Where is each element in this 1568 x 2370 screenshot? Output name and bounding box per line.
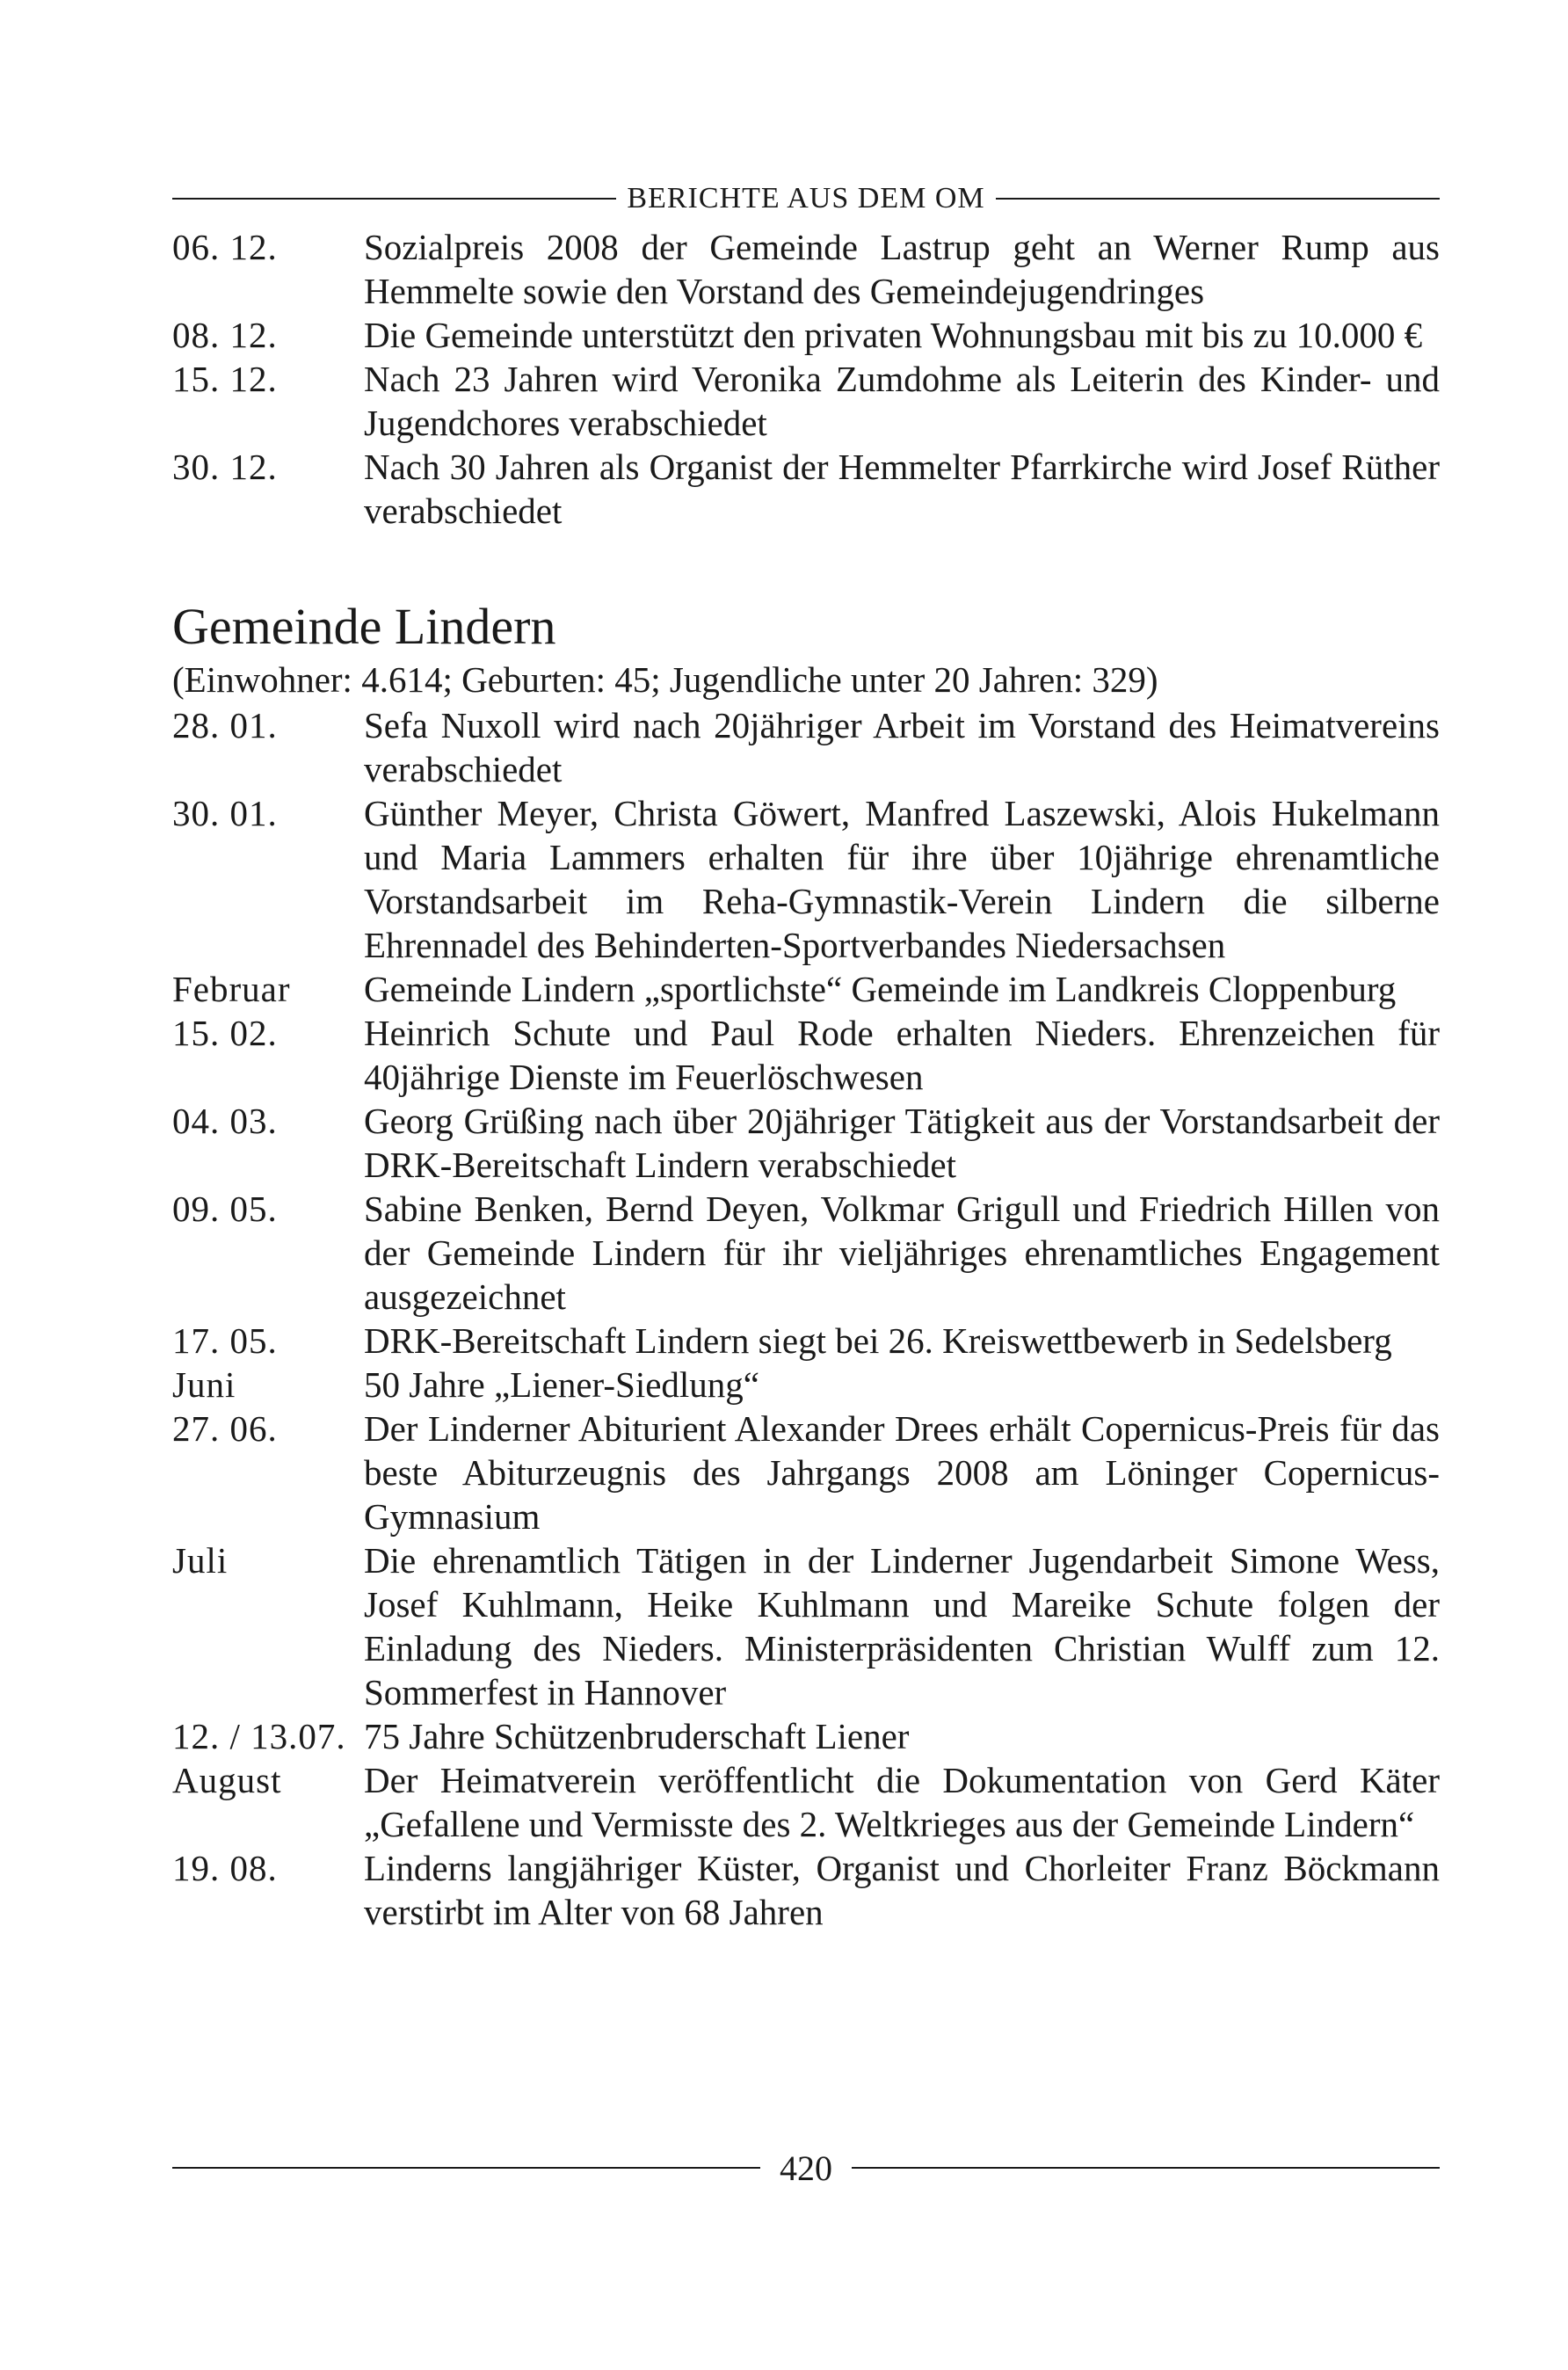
entry-date: 12. / 13.07.	[172, 1716, 346, 1756]
entry-date: 06. 12.	[172, 227, 278, 267]
header-rule-left	[172, 198, 616, 200]
entry-text: Sabine Benken, Bernd Deyen, Volkmar Grigull und Friedrich Hillen von der Gemeinde Lindern für ihr vieljähriges ehrenamtliches Engagement ausgezeichnet	[364, 1189, 1440, 1317]
entry	[172, 1758, 1440, 1846]
entry	[172, 1187, 1440, 1319]
entry-date: 30. 12.	[172, 447, 278, 487]
header-rule-right	[996, 198, 1440, 200]
entries-top	[172, 225, 1440, 533]
entry	[172, 1714, 1440, 1758]
entry-text: Sozialpreis 2008 der Gemeinde Lastrup geht an Werner Rump aus Hemmelte sowie den Vorstand des Gemeindejugendringes	[364, 227, 1440, 311]
entry-date: 30. 01.	[172, 793, 278, 833]
footer-rule-right	[852, 2167, 1440, 2169]
entry-date: 15. 02.	[172, 1013, 278, 1053]
entry	[172, 1099, 1440, 1187]
entry-date: August	[172, 1760, 282, 1800]
entry-date: Juni	[172, 1364, 236, 1405]
entry	[172, 1846, 1440, 1934]
entry-date: 04. 03.	[172, 1101, 278, 1141]
section-heading: Gemeinde Lindern	[172, 598, 556, 655]
section-stats: (Einwohner: 4.614; Geburten: 45; Jugendliche unter 20 Jahren: 329)	[172, 659, 1158, 700]
entry-text: Der Linderner Abiturient Alexander Drees erhält Copernicus-Preis für das beste Abiturzeugnis des Jahrgangs 2008 am Löninger Copernicus-Gymnasium	[364, 1408, 1440, 1537]
page-footer	[172, 2141, 1440, 2194]
entry-text: Nach 30 Jahren als Organist der Hemmelter Pfarrkirche wird Josef Rüther verabschiedet	[364, 447, 1440, 531]
running-header	[172, 172, 1440, 225]
entry-date: 19. 08.	[172, 1848, 278, 1888]
entry-text: Sefa Nuxoll wird nach 20jähriger Arbeit im Vorstand des Heimatvereins verabschiedet	[364, 705, 1440, 789]
entry-date: 08. 12.	[172, 315, 278, 355]
entry-date: 28. 01.	[172, 705, 278, 745]
entry-date: 15. 12.	[172, 359, 278, 399]
footer-rule-left	[172, 2167, 760, 2169]
entry-date: 09. 05.	[172, 1189, 278, 1229]
entry	[172, 703, 1440, 791]
page	[172, 172, 1440, 2221]
entry-date: 17. 05.	[172, 1320, 278, 1361]
entry-text: Die ehrenamtlich Tätigen in der Linderner Jugendarbeit Simone Wess, Josef Kuhlmann, Heike Kuhlmann und Mareike Schute folgen der Einladung des Nieders. Ministerpräsidenten Christian Wulff zum 12. Sommerfest in Hannover	[364, 1540, 1440, 1712]
entry-text: Heinrich Schute und Paul Rode erhalten Nieders. Ehrenzeichen für 40jährige Dienste im Feuerlöschwesen	[364, 1013, 1440, 1097]
entry-text: Nach 23 Jahren wird Veronika Zumdohme als Leiterin des Kinder- und Jugendchores verabschiedet	[364, 359, 1440, 443]
entry	[172, 357, 1440, 445]
entry-text: DRK-Bereitschaft Lindern siegt bei 26. Kreiswettbewerb in Sedelsberg	[364, 1320, 1392, 1361]
entry-text: Linderns langjähriger Küster, Organist und Chorleiter Franz Böckmann verstirbt im Alter von 68 Jahren	[364, 1848, 1440, 1932]
entry-date: Februar	[172, 969, 291, 1009]
entry-text: Die Gemeinde unterstützt den privaten Wohnungsbau mit bis zu 10.000 €	[364, 315, 1423, 355]
page-number: 420	[780, 2148, 832, 2188]
entry	[172, 1363, 1440, 1407]
entry-date: Juli	[172, 1540, 229, 1581]
entry	[172, 1011, 1440, 1099]
entry	[172, 967, 1440, 1011]
entry	[172, 445, 1440, 533]
entry	[172, 1407, 1440, 1538]
entries-section	[172, 703, 1440, 1934]
entry	[172, 225, 1440, 313]
entry-text: Günther Meyer, Christa Göwert, Manfred Laszewski, Alois Hukelmann und Maria Lammers erhalten für ihre über 10jährige ehrenamtliche Vorstandsarbeit im Reha-Gymnastik-Verein Lindern die silberne Ehrennadel des Behinderten-Sportverbandes Niedersachsen	[364, 793, 1440, 965]
entry-text: 75 Jahre Schützenbruderschaft Liener	[364, 1716, 910, 1756]
running-header-title: BERICHTE AUS DEM OM	[627, 182, 985, 214]
entry-text: Gemeinde Lindern „sportlichste“ Gemeinde im Landkreis Cloppenburg	[364, 969, 1397, 1009]
entry	[172, 313, 1440, 357]
entry	[172, 1538, 1440, 1714]
entry-text: Georg Grüßing nach über 20jähriger Tätigkeit aus der Vorstandsarbeit der DRK-Bereitschaft Lindern verabschiedet	[364, 1101, 1440, 1185]
entry-text: 50 Jahre „Liener-Siedlung“	[364, 1364, 759, 1405]
entry	[172, 1319, 1440, 1363]
entry-text: Der Heimatverein veröffentlicht die Dokumentation von Gerd Käter „Gefallene und Vermisste des 2. Weltkrieges aus der Gemeinde Lindern“	[364, 1760, 1440, 1844]
entry	[172, 791, 1440, 967]
entry-date: 27. 06.	[172, 1408, 278, 1449]
